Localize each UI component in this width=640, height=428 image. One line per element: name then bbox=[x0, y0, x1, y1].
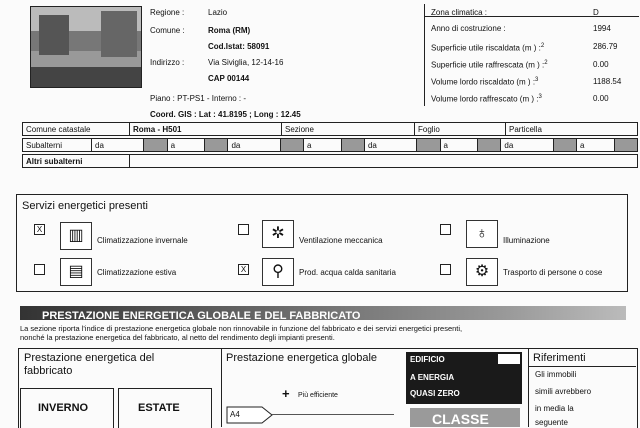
a-label: a bbox=[167, 139, 205, 152]
cell bbox=[144, 139, 167, 152]
vol-riscaldato-value: 1188.54 bbox=[593, 77, 622, 86]
vol-riscaldato-label: Volume lordo riscaldato (m ) :$^3$ bbox=[431, 77, 539, 87]
indirizzo-value: Via Siviglia, 12-14-16 bbox=[208, 58, 284, 67]
fan-icon: ✲ bbox=[262, 220, 294, 248]
sezione-label: Sezione bbox=[282, 123, 415, 136]
cell bbox=[417, 139, 440, 152]
cell bbox=[478, 139, 501, 152]
illuminazione-checkbox[interactable] bbox=[440, 224, 451, 235]
zona-climatica-value: D bbox=[593, 8, 599, 17]
fabbricato-title bbox=[24, 352, 154, 378]
lightbulb-icon: ♁ bbox=[466, 220, 498, 248]
radiator-icon: ▥ bbox=[60, 222, 92, 250]
vol-raffrescato-value: 0.00 bbox=[593, 94, 609, 103]
altri-subalterni-label: Altri subalterni bbox=[23, 155, 130, 168]
zona-climatica-label: Zona climatica : bbox=[431, 8, 488, 17]
da-label: da bbox=[501, 139, 553, 152]
altri-subalterni-table bbox=[22, 154, 638, 168]
acqua-calda-label: Prod. acqua calda sanitaria bbox=[299, 268, 396, 277]
gear-icon: ⚙ bbox=[466, 258, 498, 286]
subalterni-label: Subalterni bbox=[23, 139, 92, 152]
nzeb-line-3: QUASI ZERO bbox=[410, 389, 460, 398]
prestazione-intro bbox=[20, 324, 626, 342]
illuminazione-label: Illuminazione bbox=[503, 236, 550, 245]
altri-subalterni-value bbox=[130, 155, 638, 168]
air-conditioner-icon: ▤ bbox=[60, 258, 92, 286]
sup-riscaldata-value: 286.79 bbox=[593, 42, 618, 51]
intro-line-1: La sezione riporta l'indice di prestazione energetica globale non rinnovabile in funzione del fabbricato e dei servizi energetici presenti, bbox=[20, 324, 463, 333]
class-a4-label: A4 bbox=[230, 410, 240, 419]
fabbricato-title-line1: Prestazione energetica del bbox=[24, 352, 155, 364]
acqua-calda-checkbox[interactable]: X bbox=[238, 264, 249, 275]
subalterni-table bbox=[22, 138, 638, 152]
cell bbox=[614, 139, 637, 152]
sup-raffrescata-label: Superficie utile raffrescata (m ) :$^2$ bbox=[431, 60, 548, 70]
anno-costruzione-label: Anno di costruzione : bbox=[431, 24, 506, 33]
da-label: da bbox=[92, 139, 144, 152]
climatizzazione-invernale-checkbox[interactable]: X bbox=[34, 224, 45, 235]
nzeb-badge-box bbox=[498, 354, 520, 364]
climatizzazione-invernale-label: Climatizzazione invernale bbox=[97, 236, 188, 245]
piu-efficiente-label: Più efficiente bbox=[298, 392, 338, 399]
comune-value: Roma (RM) bbox=[208, 26, 251, 35]
cell bbox=[553, 139, 576, 152]
divider bbox=[529, 366, 636, 367]
piano: Piano : PT-PS1 - Interno : - bbox=[150, 94, 247, 103]
divider bbox=[528, 348, 529, 427]
cap: CAP 00144 bbox=[208, 74, 250, 83]
comune-label: Comune : bbox=[150, 26, 185, 35]
indirizzo-label: Indirizzo : bbox=[150, 58, 185, 67]
catasto-row bbox=[23, 123, 638, 136]
cell bbox=[280, 139, 303, 152]
nzeb-line-2: A ENERGIA bbox=[410, 373, 455, 382]
divider bbox=[221, 348, 222, 427]
comune-catastale-label: Comune catastale bbox=[23, 123, 130, 136]
subalterni-row bbox=[23, 139, 638, 152]
anno-costruzione-value: 1994 bbox=[593, 24, 611, 33]
faucet-icon: ⚲ bbox=[262, 258, 294, 286]
photo-building-right bbox=[101, 11, 137, 57]
climatizzazione-estiva-label: Climatizzazione estiva bbox=[97, 268, 177, 277]
foglio-label: Foglio bbox=[415, 123, 506, 136]
cell bbox=[205, 139, 228, 152]
riferimenti-title: Riferimenti bbox=[533, 352, 586, 364]
riferimenti-line-2: simili avrebbero bbox=[535, 387, 592, 396]
sup-raffrescata-value: 0.00 bbox=[593, 60, 609, 69]
particella-label: Particella bbox=[506, 123, 638, 136]
a-label: a bbox=[440, 139, 478, 152]
a-label: a bbox=[304, 139, 342, 152]
trasporto-checkbox[interactable] bbox=[440, 264, 451, 275]
intro-line-2: nonché la prestazione energetica del fabbricato, al netto del rendimento degli impianti presenti. bbox=[20, 333, 335, 342]
riferimenti-line-4: seguente bbox=[535, 418, 568, 427]
altri-subalterni-row bbox=[23, 155, 638, 168]
divider bbox=[272, 414, 394, 415]
dati-generali-panel bbox=[424, 4, 639, 106]
globale-title: Prestazione energetica globale bbox=[226, 352, 378, 364]
cell bbox=[341, 139, 364, 152]
ventilazione-meccanica-checkbox[interactable] bbox=[238, 224, 249, 235]
prestazione-bar-title: PRESTAZIONE ENERGETICA GLOBALE E DEL FABBRICATO bbox=[42, 310, 361, 322]
cod-istat: Cod.Istat: 58091 bbox=[208, 42, 270, 51]
regione-value: Lazio bbox=[208, 8, 228, 17]
da-label: da bbox=[228, 139, 280, 152]
photo-building-left bbox=[39, 15, 69, 55]
servizi-title: Servizi energetici presenti bbox=[22, 200, 148, 212]
riferimenti-line-1: Gli immobili bbox=[535, 370, 577, 379]
building-photo bbox=[30, 6, 142, 88]
sup-riscaldata-label: Superficie utile riscaldata (m ) :$^2$ bbox=[431, 43, 545, 53]
estate-label: ESTATE bbox=[138, 402, 180, 414]
climatizzazione-estiva-checkbox[interactable] bbox=[34, 264, 45, 275]
riferimenti-line-3: in media la bbox=[535, 404, 574, 413]
inverno-label: INVERNO bbox=[38, 402, 89, 414]
fabbricato-title-line2: fabbricato bbox=[24, 365, 73, 377]
regione-label: Regione : bbox=[150, 8, 185, 17]
nzeb-line-1: EDIFICIO bbox=[410, 355, 445, 364]
prestazione-bar bbox=[20, 306, 626, 320]
coord-gis: Coord. GIS : Lat : 41.8195 ; Long : 12.45 bbox=[150, 110, 301, 119]
trasporto-label: Trasporto di persone o cose bbox=[503, 268, 603, 277]
comune-catastale-value: Roma - H501 bbox=[130, 123, 282, 136]
a-label: a bbox=[576, 139, 614, 152]
vol-raffrescato-label: Volume lordo raffrescato (m ) :$^3$ bbox=[431, 94, 542, 104]
plus-icon: + bbox=[282, 386, 290, 401]
ventilazione-meccanica-label: Ventilazione meccanica bbox=[299, 236, 383, 245]
classe-label: CLASSE bbox=[432, 411, 489, 427]
catasto-table bbox=[22, 122, 638, 136]
da-label: da bbox=[364, 139, 416, 152]
